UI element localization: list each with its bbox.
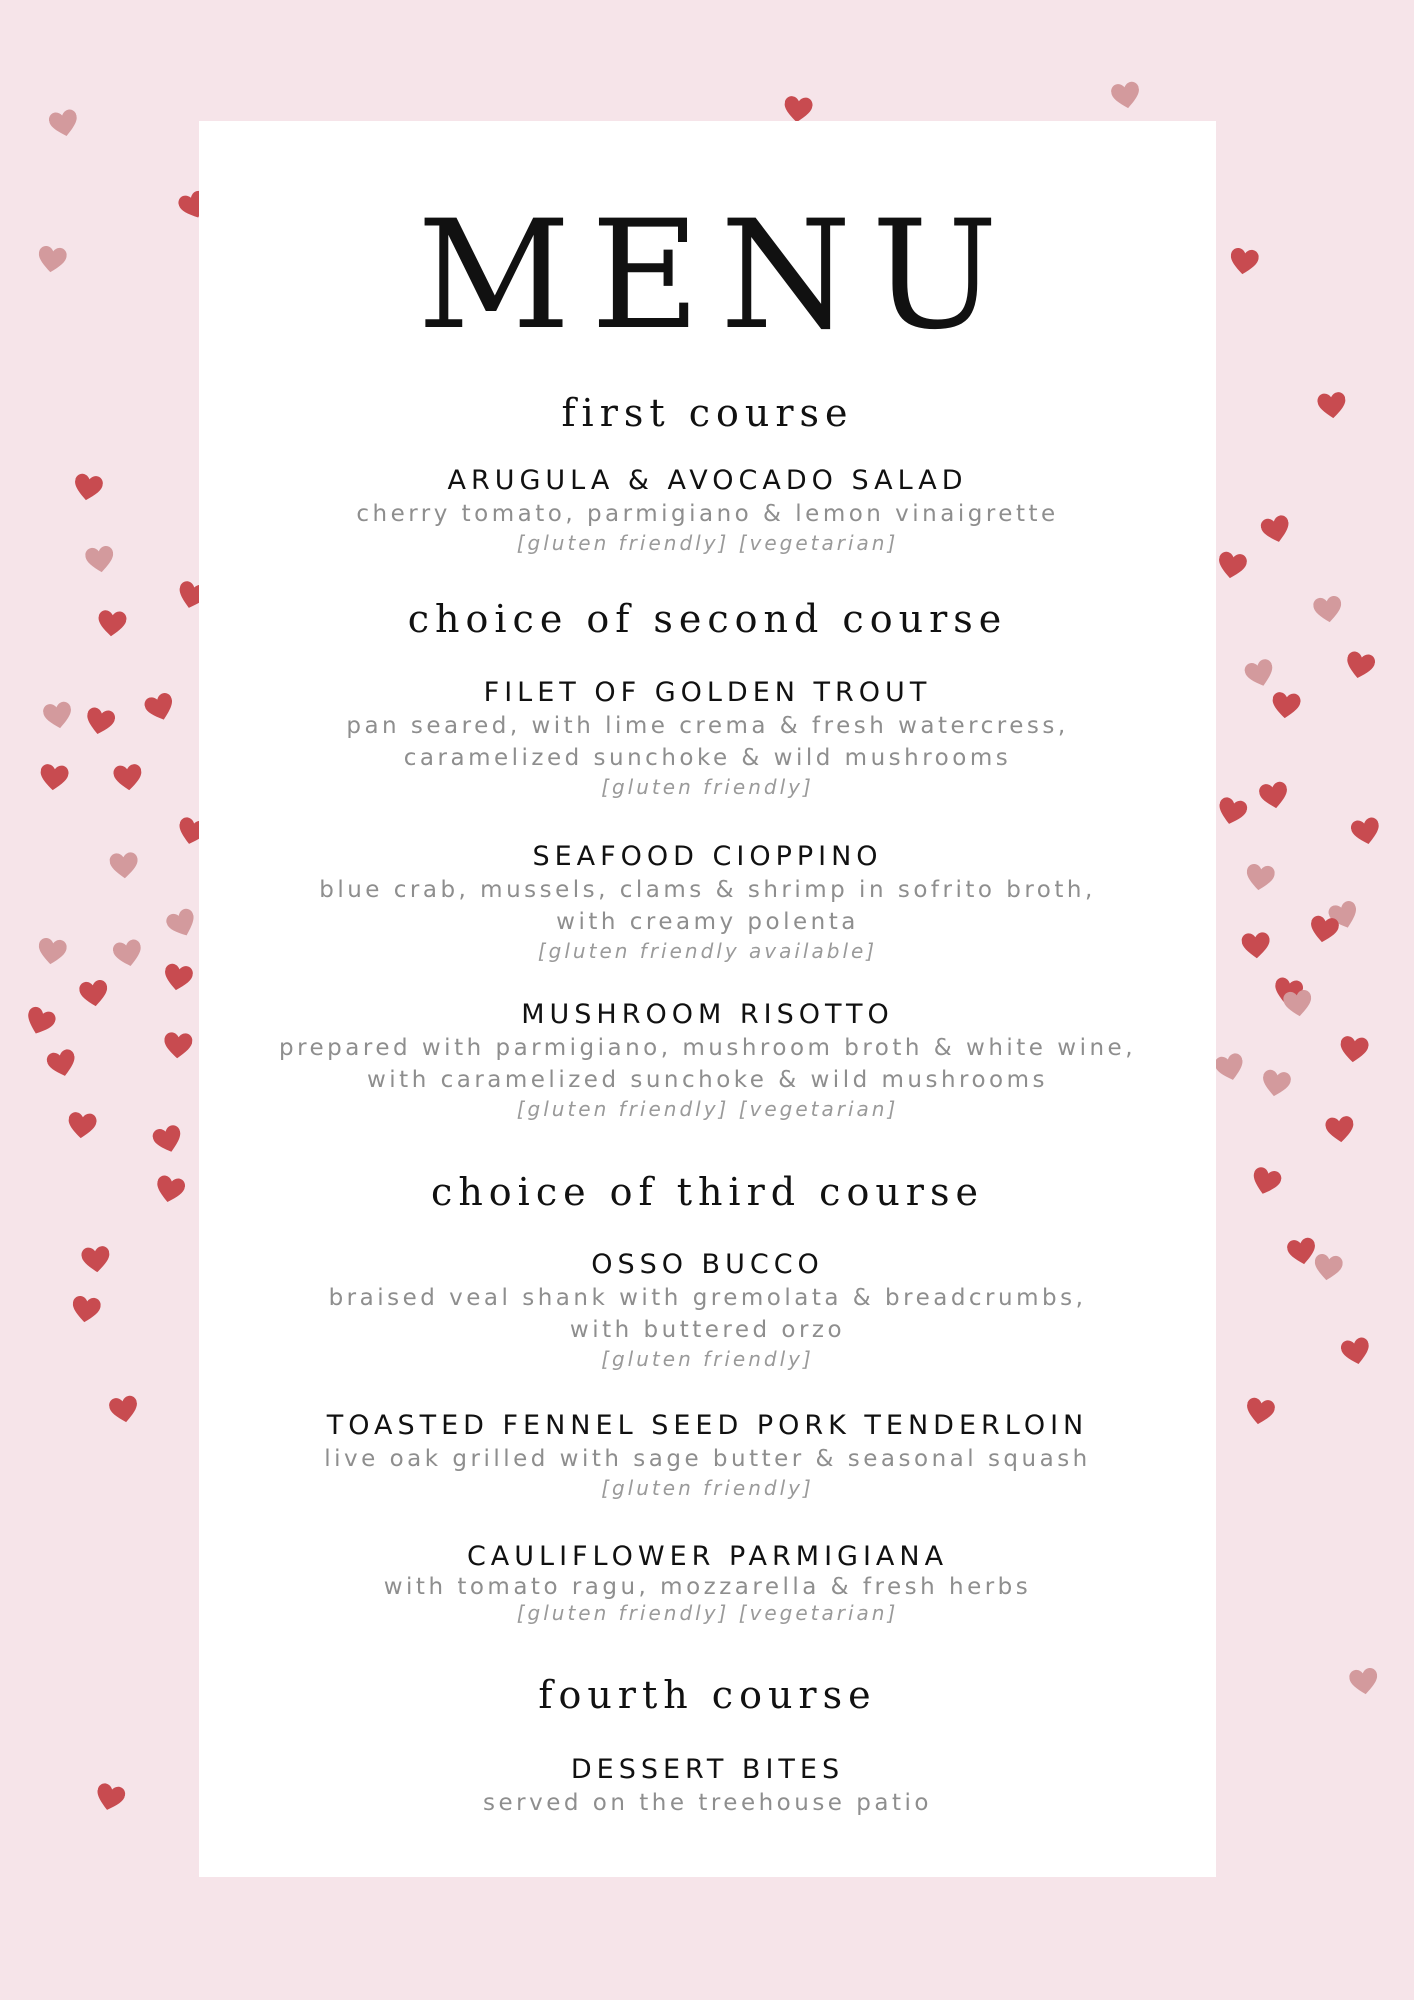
- heart-icon: [42, 700, 74, 732]
- heart-icon: [109, 851, 139, 881]
- heart-icon: [93, 1781, 127, 1815]
- dietary-tags: [gluten friendly]: [601, 775, 814, 799]
- heart-icon: [108, 1394, 140, 1426]
- dish-name: TOASTED FENNEL SEED PORK TENDERLOIN: [326, 1410, 1089, 1441]
- heart-icon: [36, 244, 68, 276]
- dish-name: CAULIFLOWER PARMIGIANA: [466, 1541, 949, 1572]
- dish-name: ARUGULA & AVOCADO SALAD: [447, 465, 968, 496]
- heart-icon: [81, 1245, 112, 1276]
- dish-description: with caramelized sunchoke & wild mushrooms: [366, 1067, 1049, 1093]
- dish-name: OSSO BUCCO: [591, 1249, 824, 1280]
- menu-item-cauliflower-parmigiana: [199, 1540, 1216, 1626]
- heart-icon: [1349, 815, 1382, 848]
- heart-icon: [164, 906, 200, 942]
- heart-icon: [1258, 780, 1290, 812]
- heart-icon: [1259, 513, 1293, 547]
- heart-icon: [70, 1294, 102, 1326]
- dish-description: served on the treehouse patio: [483, 1790, 932, 1816]
- menu-title: MENU: [417, 189, 1018, 363]
- menu-item-arugula-salad: [199, 464, 1216, 556]
- dietary-tags: [gluten friendly]: [601, 1347, 814, 1371]
- dish-name: FILET OF GOLDEN TROUT: [483, 677, 932, 708]
- menu-card: [199, 121, 1216, 1877]
- dish-description: with creamy polenta: [556, 909, 859, 935]
- heart-icon: [1308, 914, 1340, 946]
- heart-icon: [1339, 1035, 1370, 1066]
- heart-icon: [1241, 931, 1271, 961]
- menu-item-golden-trout: [199, 676, 1216, 800]
- heart-icon: [1213, 1051, 1247, 1085]
- menu-item-mushroom-risotto: [199, 998, 1216, 1122]
- course-heading-second: choice of second course: [407, 597, 1008, 641]
- dish-description: with tomato ragu, mozzarella & fresh herbs: [383, 1574, 1032, 1600]
- heart-icon: [67, 1111, 98, 1142]
- dish-description: prepared with parmigiano, mushroom broth & white wine,: [278, 1035, 1137, 1061]
- heart-icon: [1249, 1165, 1284, 1200]
- heart-icon: [1244, 862, 1276, 894]
- heart-icon: [1216, 550, 1248, 582]
- heart-icon: [72, 472, 104, 504]
- menu-item-dessert-bites: [199, 1753, 1216, 1819]
- heart-icon: [1282, 988, 1314, 1020]
- menu-item-osso-bucco: [199, 1248, 1216, 1372]
- heart-icon: [151, 1123, 186, 1158]
- heart-icon: [1243, 657, 1278, 692]
- heart-icon: [1325, 1115, 1356, 1146]
- heart-icon: [142, 690, 177, 725]
- heart-icon: [111, 937, 144, 970]
- dietary-tags: [gluten friendly] [vegetarian]: [516, 531, 899, 555]
- heart-icon: [78, 978, 110, 1010]
- course-heading-fourth: fourth course: [538, 1673, 877, 1717]
- dish-description: braised veal shank with gremolata & breadcrumbs,: [328, 1285, 1087, 1311]
- heart-icon: [1317, 391, 1348, 422]
- dietary-tags: [gluten friendly] [vegetarian]: [516, 1601, 899, 1625]
- heart-icon: [1339, 1335, 1372, 1368]
- heart-icon: [1271, 691, 1302, 722]
- heart-icon: [22, 1004, 58, 1040]
- heart-icon: [1312, 594, 1344, 626]
- dietary-tags: [gluten friendly]: [601, 1476, 814, 1500]
- dietary-tags: [gluten friendly] [vegetarian]: [516, 1097, 899, 1121]
- heart-icon: [113, 763, 144, 794]
- heart-icon: [1343, 649, 1376, 682]
- heart-icon: [1348, 1666, 1380, 1698]
- heart-icon: [163, 1031, 193, 1061]
- heart-icon: [1228, 246, 1260, 278]
- dish-description: live oak grilled with sage butter & seasonal squash: [324, 1446, 1091, 1472]
- heart-icon: [1271, 975, 1304, 1008]
- dish-name: MUSHROOM RISOTTO: [521, 999, 894, 1030]
- dietary-tags: [gluten friendly available]: [537, 939, 878, 963]
- dish-description: cherry tomato, parmigiano & lemon vinaigrette: [356, 501, 1059, 527]
- heart-icon: [45, 1047, 79, 1081]
- heart-icon: [1326, 898, 1361, 933]
- dish-name: DESSERT BITES: [570, 1754, 845, 1785]
- heart-icon: [1312, 1252, 1344, 1284]
- course-heading-third: choice of third course: [431, 1170, 984, 1214]
- heart-icon: [153, 1173, 186, 1206]
- heart-icon: [97, 609, 127, 639]
- dish-description: blue crab, mussels, clams & shrimp in sofrito broth,: [319, 877, 1096, 903]
- heart-icon: [162, 962, 194, 994]
- menu-item-seafood-cioppino: [199, 840, 1216, 964]
- heart-icon: [36, 936, 68, 968]
- heart-icon: [84, 544, 116, 576]
- dish-description: caramelized sunchoke & wild mushrooms: [403, 745, 1012, 771]
- heart-icon: [1286, 1236, 1318, 1268]
- heart-icon: [1215, 795, 1249, 829]
- dish-name: SEAFOOD CIOPPINO: [532, 841, 883, 872]
- heart-icon: [39, 763, 70, 794]
- heart-icon: [1260, 1068, 1292, 1100]
- heart-icon: [83, 705, 116, 738]
- course-heading-first: first course: [561, 391, 854, 435]
- heart-icon: [47, 107, 80, 140]
- heart-icon: [1110, 80, 1142, 112]
- heart-icon: [1244, 1396, 1276, 1428]
- menu-item-pork-tenderloin: [199, 1409, 1216, 1501]
- dish-description: pan seared, with lime crema & fresh watercress,: [346, 713, 1069, 739]
- dish-description: with buttered orzo: [569, 1317, 846, 1343]
